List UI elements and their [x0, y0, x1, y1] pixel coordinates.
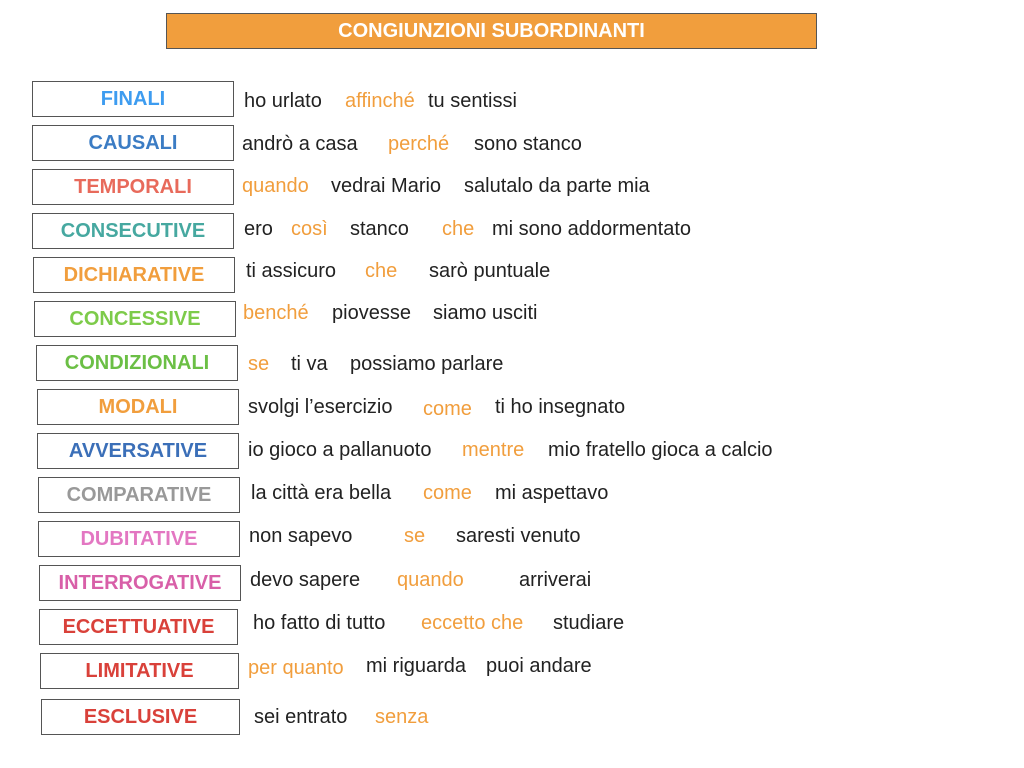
label-causali: CAUSALI	[32, 125, 234, 161]
label-temporali: TEMPORALI	[32, 169, 234, 205]
main-clause: ero	[244, 218, 273, 240]
label-comparative: COMPARATIVE	[38, 477, 240, 513]
subordinate-clause: tu sentissi	[428, 90, 517, 112]
label-avversative: AVVERSATIVE	[37, 433, 239, 469]
subordinate-clause: vedrai Mario	[331, 175, 442, 197]
label-condizionali: CONDIZIONALI	[36, 345, 238, 381]
conjunction: che	[442, 218, 475, 240]
label-dichiarative: DICHIARATIVE	[33, 257, 235, 293]
conjunction: senza	[375, 706, 429, 728]
main-clause: siamo usciti	[433, 302, 538, 324]
conjunction: come	[423, 482, 472, 504]
main-clause: ho fatto di tutto	[253, 612, 386, 634]
main-clause: io gioco a pallanuoto	[248, 439, 432, 461]
subordinate-clause: mio fratello gioca a calcio	[548, 439, 773, 461]
subordinate-clause: ti va	[291, 353, 328, 375]
subordinate-clause: sarò puntuale	[429, 260, 551, 282]
label-consecutive: CONSECUTIVE	[32, 213, 234, 249]
label-interrogative: INTERROGATIVE	[39, 565, 241, 601]
main-clause: la città era bella	[251, 482, 392, 504]
main-clause: ho urlato	[244, 90, 322, 112]
subordinate-clause: mi riguarda	[366, 655, 467, 677]
conjunction: eccetto che	[421, 612, 524, 634]
subordinate-clause: saresti venuto	[456, 525, 581, 547]
label-concessive: CONCESSIVE	[34, 301, 236, 337]
conjunction: se	[404, 525, 426, 547]
conjunction: mentre	[462, 439, 525, 461]
conjunction: per quanto	[248, 657, 344, 679]
main-clause: stanco	[350, 218, 409, 240]
subordinate-clause: mi sono addormentato	[492, 218, 692, 240]
label-esclusive: ESCLUSIVE	[41, 699, 240, 735]
page-title: CONGIUNZIONI SUBORDINANTI	[166, 13, 817, 49]
conjunction: quando	[397, 569, 464, 591]
label-modali: MODALI	[37, 389, 239, 425]
main-clause: svolgi l’esercizio	[248, 396, 393, 418]
label-finali: FINALI	[32, 81, 234, 117]
main-clause: ti assicuro	[246, 260, 337, 282]
conjunction: benché	[243, 302, 309, 324]
main-clause: puoi andare	[486, 655, 592, 677]
conjunction: se	[248, 353, 270, 375]
conjunction: perché	[388, 133, 450, 155]
subordinate-clause: mi aspettavo	[495, 482, 609, 504]
conjunction: come	[423, 398, 472, 420]
main-clause: sei entrato	[254, 706, 348, 728]
subordinate-clause: piovesse	[332, 302, 411, 324]
main-clause: non sapevo	[249, 525, 353, 547]
conjunction: così	[291, 218, 328, 240]
subordinate-clause: sono stanco	[474, 133, 582, 155]
subordinate-clause: ti ho insegnato	[495, 396, 626, 418]
main-clause: salutalo da parte mia	[464, 175, 650, 197]
label-limitative: LIMITATIVE	[40, 653, 239, 689]
label-dubitative: DUBITATIVE	[38, 521, 240, 557]
subordinate-clause: studiare	[553, 612, 625, 634]
main-clause: possiamo parlare	[350, 353, 504, 375]
conjunction: che	[365, 260, 398, 282]
subordinate-clause: arriverai	[519, 569, 592, 591]
main-clause: devo sapere	[250, 569, 361, 591]
conjunction: affinché	[345, 90, 415, 112]
conjunction: quando	[242, 175, 309, 197]
main-clause: andrò a casa	[242, 133, 358, 155]
label-eccettuative: ECCETTUATIVE	[39, 609, 238, 645]
